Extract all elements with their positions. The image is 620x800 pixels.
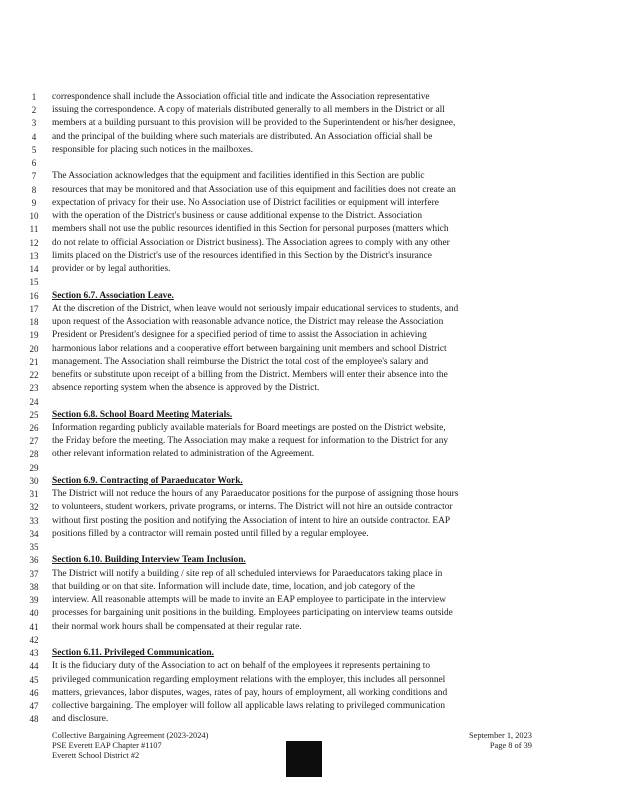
line-number: 32: [29, 502, 39, 513]
line-number: 38: [29, 581, 39, 592]
line-number: 10: [29, 211, 39, 222]
line-number: 9: [31, 197, 37, 208]
line-number: 48: [29, 714, 39, 725]
line-number: 39: [29, 595, 39, 606]
text-line: matters, grievances, labor disputes, wages, rates of pay, hours of employment, all working conditions and: [52, 687, 448, 698]
line-number: 45: [29, 674, 39, 685]
text-line: The Association acknowledges that the equipment and facilities identified in this Section are public: [52, 171, 425, 182]
text-line: positions filled by a contractor will remain posted until filled by a regular employee.: [52, 528, 369, 539]
line-number: 21: [29, 356, 39, 367]
text-line: The District will not reduce the hours of any Paraeducator positions for the purpose of assigning those hours: [52, 489, 459, 500]
text-line: benefits or substitute upon receipt of a billing from the District. Members will enter their absence into the: [52, 370, 448, 381]
footer-black-block: [286, 741, 322, 777]
line-number: 27: [29, 436, 39, 447]
text-line: with the operation of the District's business or cause additional expense to the District. Association: [52, 211, 423, 222]
text-line: correspondence shall include the Association official title and indicate the Association representative: [52, 92, 430, 102]
line-number: 11: [29, 224, 39, 235]
line-number: 40: [29, 608, 39, 619]
footer-agreement-title: Collective Bargaining Agreement (2023-2024): [52, 731, 209, 740]
line-number: 12: [29, 237, 39, 248]
section-heading: Section 6.7. Association Leave.: [52, 290, 174, 301]
line-number: 13: [29, 250, 39, 261]
line-number: 44: [29, 661, 39, 672]
line-number: 18: [29, 317, 39, 328]
line-number: 1: [31, 92, 37, 102]
line-number: 31: [29, 489, 39, 500]
footer-page-number: Page 8 of 39: [489, 741, 532, 750]
line-number: 23: [29, 383, 39, 394]
line-number: 15: [29, 277, 39, 288]
text-line: members at a building pursuant to this provision will be provided to the Superintendent or his/her designee,: [52, 118, 456, 129]
section-heading: Section 6.8. School Board Meeting Materials.: [52, 409, 233, 420]
line-number: 47: [29, 701, 39, 712]
text-line: the Friday before the meeting. The Association may make a request for information to the District for any: [52, 436, 449, 447]
text-line: absence reporting system when the absence is approved by the District.: [52, 383, 320, 394]
line-number: 43: [29, 648, 39, 659]
line-number: 7: [31, 171, 37, 182]
line-number: 33: [29, 515, 39, 526]
text-line: President or President's designee for a specified period of time to assist the Association in achieving: [52, 330, 427, 341]
text-line: provider or by legal authorities.: [52, 264, 171, 275]
section-heading: Section 6.9. Contracting of Paraeducator Work.: [52, 475, 243, 486]
text-line: interview. All reasonable attempts will be made to invite an EAP employee to participate in the interview: [52, 595, 446, 606]
line-number: 22: [29, 370, 39, 381]
line-number: 20: [29, 343, 39, 354]
line-number: 42: [29, 634, 39, 645]
line-number: 46: [29, 687, 39, 698]
line-number: 2: [31, 105, 37, 116]
line-number: 37: [29, 568, 39, 579]
text-line: without first posting the position and notifying the Association of intent to hire an outside contractor. EAP: [52, 515, 451, 526]
text-line: do not relate to official Association or District business). The Association agrees to comply with any other: [52, 237, 450, 248]
text-line: resources that may be monitored and that Association use of this equipment and facilities does not create an: [52, 184, 456, 195]
line-number: 36: [29, 555, 39, 566]
footer-district: Everett School District #2: [52, 751, 140, 760]
text-line: The District will notify a building / site rep of all scheduled interviews for Paraeducators taking place in: [52, 568, 443, 579]
text-line: At the discretion of the District, when leave would not seriously impair educational services to students, and: [52, 303, 459, 314]
line-number: 17: [29, 303, 39, 314]
line-number: 5: [31, 144, 37, 155]
line-number: 16: [29, 290, 39, 301]
text-line: and the principal of the building where such materials are distributed. An Association official shall be: [52, 131, 433, 142]
line-number: 41: [29, 621, 39, 632]
text-line: It is the fiduciary duty of the Association to act on behalf of the employees it represents pertaining to: [52, 661, 431, 672]
line-number: 29: [29, 462, 39, 473]
text-line: that building or on that site. Information will include date, time, location, and job category of the: [52, 581, 415, 592]
text-line: other relevant information related to administration of the Agreement.: [52, 449, 315, 460]
line-number: 4: [31, 131, 37, 142]
line-number: 3: [31, 118, 37, 129]
text-line: processes for bargaining unit positions in the building. Employees participating on interview teams outside: [52, 608, 453, 619]
line-number: 26: [29, 423, 39, 433]
text-line: limits placed on the District's use of the resources identified in this Section by the District's insurance: [52, 250, 432, 261]
text-line: Information regarding publicly available materials for Board meetings are posted on the District website,: [52, 423, 446, 433]
text-line: issuing the correspondence. A copy of materials distributed generally to all members in the District or all: [52, 105, 445, 116]
footer-chapter: PSE Everett EAP Chapter #1107: [52, 741, 162, 750]
line-number: 19: [29, 330, 39, 341]
footer-date: September 1, 2023: [468, 731, 532, 740]
text-line: collective bargaining. The employer will follow all applicable laws relating to privileged communication: [52, 701, 446, 712]
text-line: members shall not use the public resources identified in this Section for personal purposes (matters which: [52, 224, 449, 235]
text-line: their normal work hours shall be compensated at their regular rate.: [52, 621, 302, 632]
text-line: upon request of the Association with reasonable advance notice, the District may release the Association: [52, 317, 444, 328]
line-number: 24: [29, 396, 39, 407]
text-line: harmonious labor relations and a cooperative effort between bargaining unit members and school District: [52, 343, 447, 354]
section-heading: Section 6.11. Privileged Communication.: [52, 648, 214, 659]
text-line: management. The Association shall reimburse the District the total cost of the employee's salary and: [52, 356, 429, 367]
text-line: privileged communication regarding employment relations with the employer, this includes all personnel: [52, 674, 446, 685]
footer-right: [469, 731, 532, 751]
text-line: and disclosure.: [52, 714, 109, 725]
text-line: responsible for placing such notices in the mailboxes.: [52, 144, 253, 155]
line-number: 34: [29, 528, 39, 539]
text-line: to volunteers, student workers, private programs, or interns. The District will not hire an outside contractor: [52, 502, 453, 513]
line-number: 6: [31, 158, 37, 169]
text-line: expectation of privacy for their use. No Association use of District facilities or equipment will interfere: [52, 197, 439, 208]
footer-left: [52, 731, 208, 761]
line-number: 28: [29, 449, 39, 460]
section-heading: Section 6.10. Building Interview Team Inclusion.: [52, 555, 246, 566]
line-number: 25: [29, 409, 39, 420]
line-number: 14: [29, 264, 39, 275]
line-number: 8: [31, 184, 37, 195]
line-number: 30: [29, 475, 39, 486]
line-number: 35: [29, 542, 39, 553]
